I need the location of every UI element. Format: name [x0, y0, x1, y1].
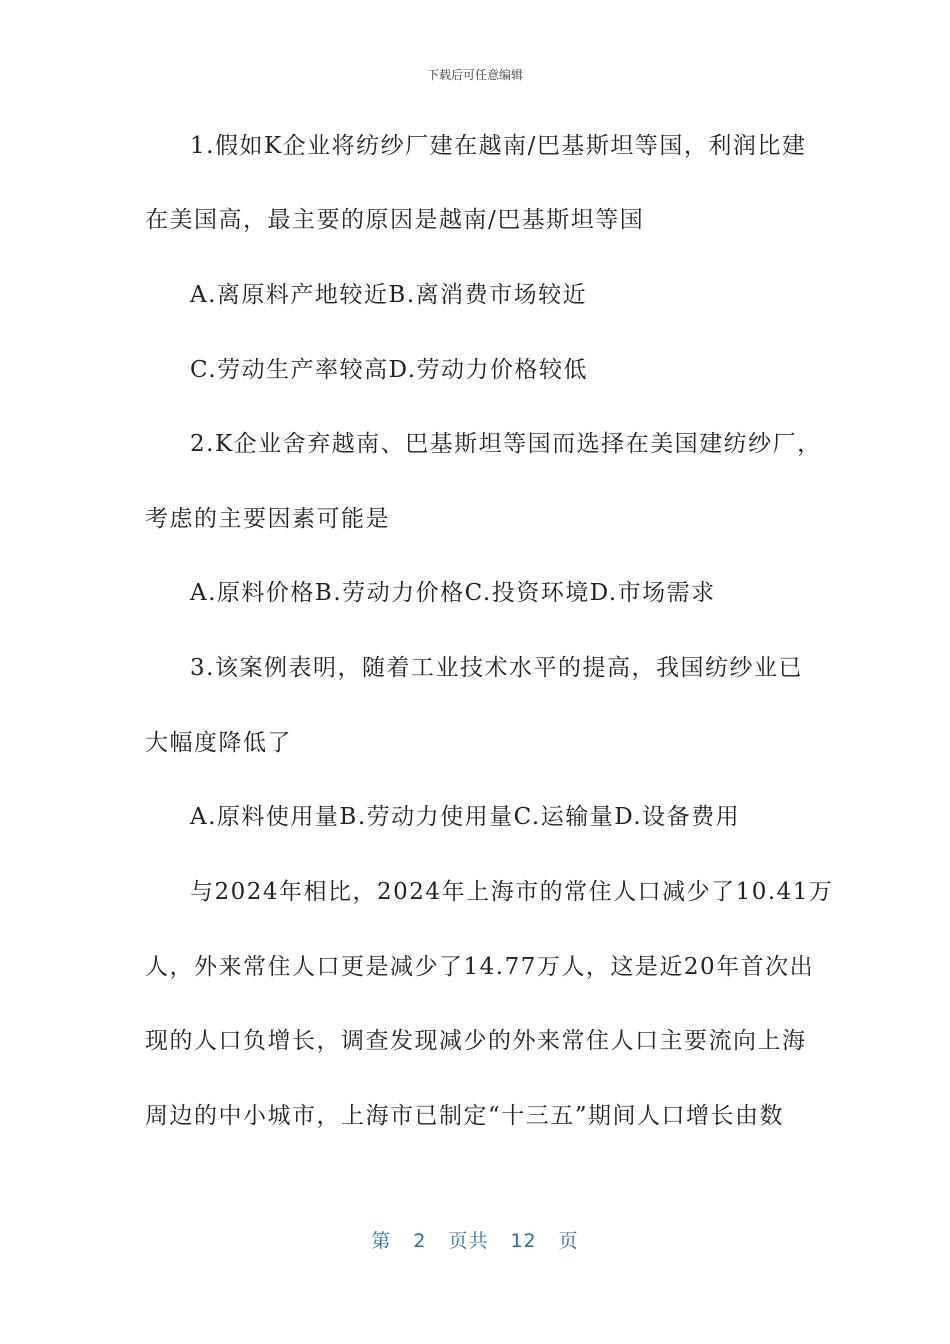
- text-line: 周边的中小城市，上海市已制定“十三五”期间人口增长由数: [145, 1103, 785, 1129]
- text-line: 2.K企业舍弃越南、巴基斯坦等国而选择在美国建纺纱厂，: [190, 431, 822, 457]
- text-line: A.原料使用量B.劳动力使用量C.运输量D.设备费用: [190, 804, 741, 830]
- footer-prefix: 第: [371, 1230, 392, 1252]
- header-note: 下载后可任意编辑: [426, 68, 523, 82]
- text-line: 现的人口负增长，调查发现减少的外来常住人口主要流向上海: [145, 1028, 807, 1054]
- text-line: 大幅度降低了: [145, 730, 292, 756]
- footer-suffix: 页: [558, 1230, 579, 1252]
- text-line: 与2024年相比，2024年上海市的常住人口减少了10.41万: [190, 879, 834, 905]
- text-line: C.劳动生产率较高D.劳动力价格较低: [190, 357, 589, 383]
- text-line: 人，外来常住人口更是减少了14.77万人，这是近20年首次出: [145, 954, 815, 980]
- text-line: 1.假如K企业将纺纱厂建在越南/巴基斯坦等国，利润比建: [190, 133, 807, 159]
- text-line: 考虑的主要因素可能是: [145, 506, 390, 532]
- text-line: A.离原料产地较近B.离消费市场较近: [190, 282, 588, 308]
- footer-page-number: 2: [413, 1230, 427, 1252]
- text-line: A.原料价格B.劳动力价格C.投资环境D.市场需求: [190, 580, 716, 606]
- footer-middle: 页共: [448, 1230, 489, 1252]
- footer-total-pages: 12: [510, 1230, 537, 1252]
- text-line: 在美国高，最主要的原因是越南/巴基斯坦等国: [145, 207, 645, 233]
- page-footer: [0, 1226, 950, 1253]
- text-line: 3.该案例表明，随着工业技术水平的提高，我国纺纱业已: [190, 655, 803, 681]
